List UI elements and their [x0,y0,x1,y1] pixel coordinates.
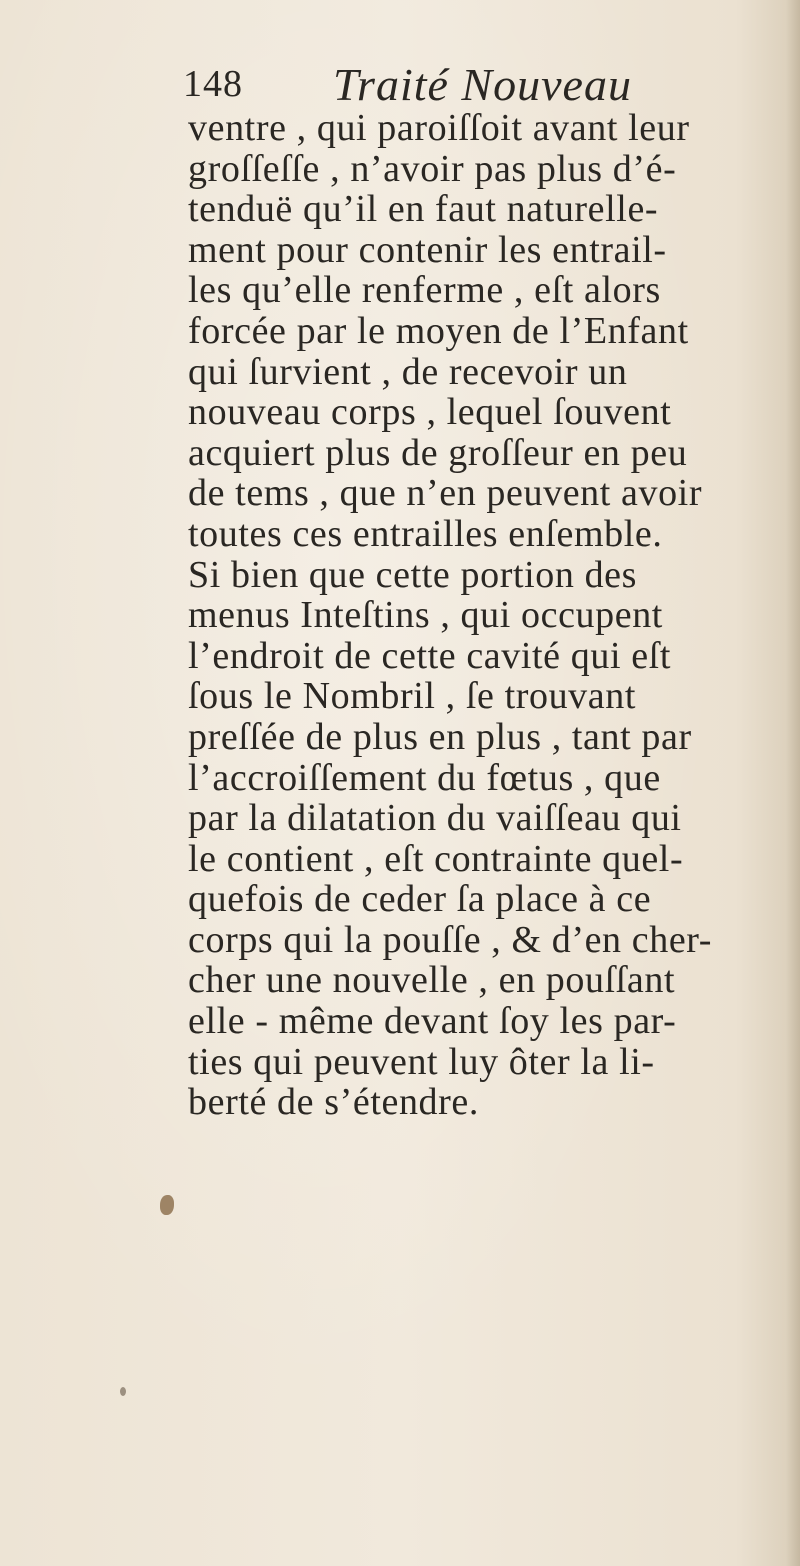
text-line: ment pour contenir les entrail- [188,228,667,271]
text-line: groſſeſſe , n’avoir pas plus d’é- [188,147,677,190]
text-line: toutes ces entrailles enſemble. [188,512,663,555]
page-number: 148 [183,63,243,105]
text-line: tenduë qu’il en faut naturelle- [188,188,659,231]
text-line: preſſée de plus en plus , tant par [188,715,692,758]
text-line: ties qui peuvent luy ôter la li- [188,1040,655,1083]
text-line: de tems , que n’en peuvent avoir [188,472,703,515]
body-text [188,108,800,1123]
ink-blot [160,1195,174,1215]
text-line: qui ſurvient , de recevoir un [188,350,628,393]
text-line: par la dilatation du vaiſſeau qui [188,797,682,840]
text-line: corps qui la pouſſe , & d’en cher- [188,918,713,961]
text-line: l’accroiſſement du fœtus , que [188,756,661,799]
text-line: quefois de ceder ſa place à ce [188,878,652,921]
text-line: menus Inteſtins , qui occupent [188,594,663,637]
text-line: nouveau corps , lequel ſouvent [188,391,672,434]
text-line: forcée par le moyen de l’Enfant [188,309,689,352]
text-line: cher une nouvelle , en pouſſant [188,959,676,1002]
text-line: acquiert plus de groſſeur en peu [188,431,688,474]
text-line: le contient , eſt contrainte quel- [188,837,684,880]
text-line: berté de s’étendre. [188,1081,479,1123]
text-line: l’endroit de cette cavité qui eſt [188,634,671,677]
text-line: Si bien que cette portion des [188,553,638,596]
text-line: ſous le Nombril , ſe trouvant [188,675,636,718]
running-title: Traité Nouveau [333,59,632,110]
text-line: les qu’elle renferme , eſt alors [188,269,661,312]
text-line: elle - même devant ſoy les par- [188,1000,677,1043]
text-line: ventre , qui paroiſſoit avant leur [188,108,690,149]
ink-speck [120,1387,126,1396]
